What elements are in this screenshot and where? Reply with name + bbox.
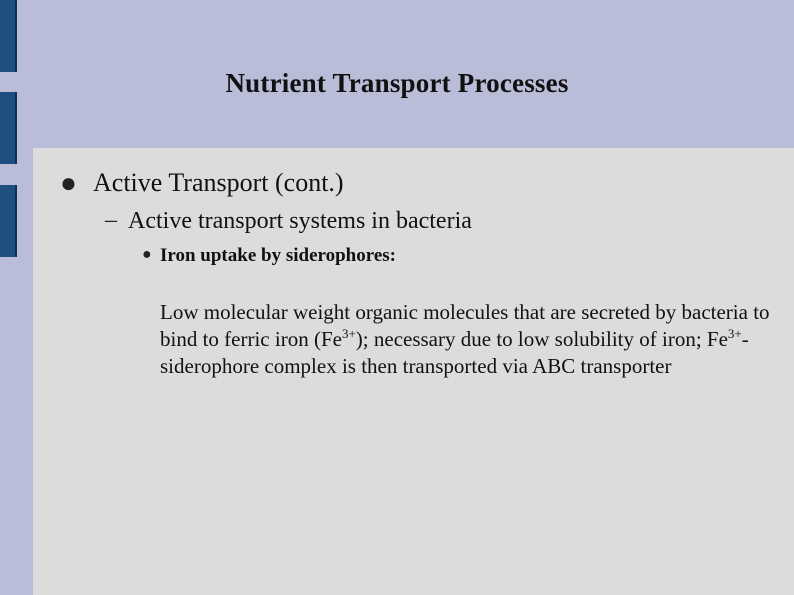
dash-level2-icon: –: [105, 207, 117, 233]
bullet-level3-icon: ●: [142, 246, 152, 263]
left-edge-bar: [0, 92, 17, 164]
slide-title: Nutrient Transport Processes: [225, 68, 569, 98]
left-edge-bar: [0, 0, 17, 72]
superscript-charge: 3+: [341, 326, 356, 341]
bullet-level3-text: Iron uptake by siderophores:: [160, 245, 396, 266]
para-part-1: Low molecular weight organic molecules that are secreted by bacteria to bind to ferric iron (Fe: [160, 300, 770, 351]
superscript-charge: 3+: [727, 326, 742, 341]
siderophore-description: [160, 299, 770, 380]
bullet-level1-icon: ●: [60, 168, 77, 199]
para-part-2: ); necessary due to low solubility of iron; Fe: [355, 327, 728, 351]
bullet-level2-text: Active transport systems in bacteria: [128, 208, 472, 234]
left-edge-bar: [0, 185, 17, 257]
bullet-level1-text: Active Transport (cont.): [93, 168, 344, 197]
para-part-3: - siderophore complex is then transported via ABC transporter: [160, 327, 749, 378]
